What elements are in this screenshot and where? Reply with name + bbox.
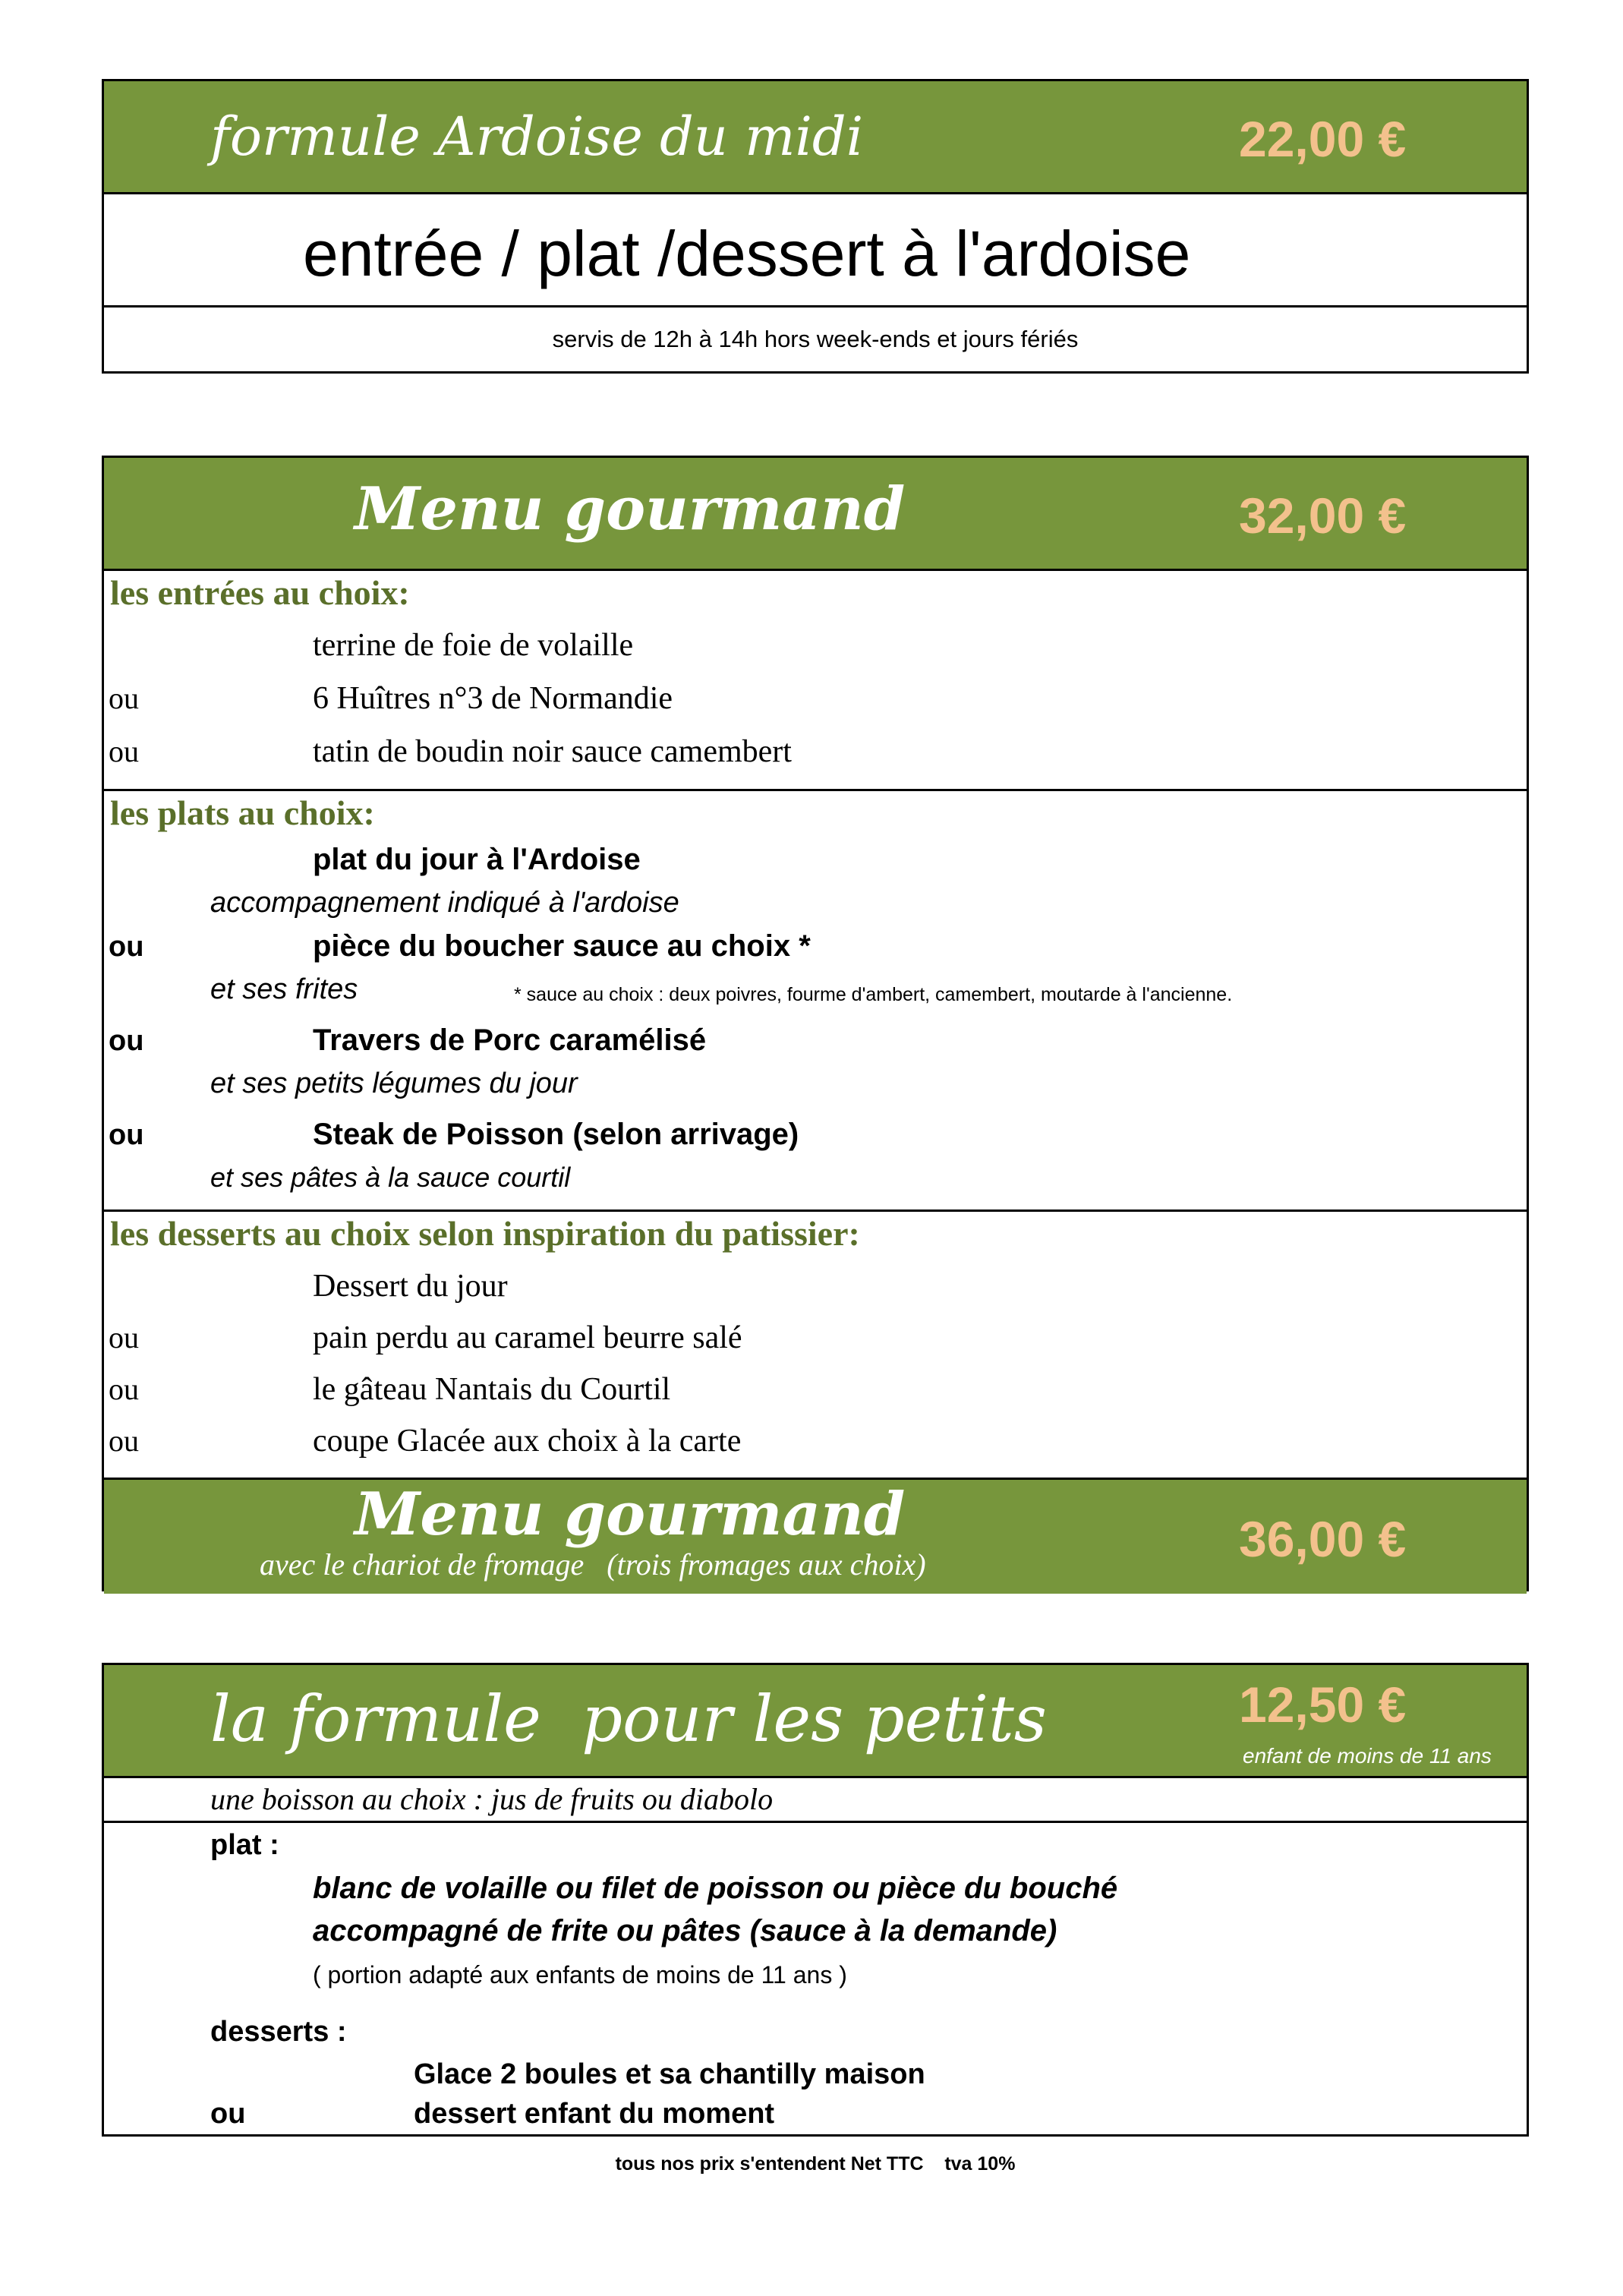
desserts-heading: les desserts au choix selon inspiration du patissier: — [110, 1214, 860, 1253]
formule-petits-title: la formule pour les petits — [210, 1682, 1047, 1756]
kids-plat-line: blanc de volaille ou filet de poisson ou pièce du bouché — [313, 1872, 1118, 1905]
desserts-label: desserts : — [210, 2016, 347, 2048]
entree-item: tatin de boudin noir sauce camembert — [313, 734, 792, 769]
plat-side: accompagnement indiqué à l'ardoise — [210, 887, 679, 919]
dessert-prefix: ou — [109, 1372, 139, 1406]
plat-item: Steak de Poisson (selon arrivage) — [313, 1118, 799, 1151]
formule-petits-price: 12,50 € — [1239, 1676, 1407, 1733]
dessert-item: pain perdu au caramel beurre salé — [313, 1320, 742, 1355]
formule-midi-header — [104, 81, 1527, 192]
desserts-section — [104, 1210, 1527, 1478]
entree-item: 6 Huîtres n°3 de Normandie — [313, 681, 673, 716]
plats-heading: les plats au choix: — [110, 793, 375, 832]
menu-fromage-band — [104, 1478, 1527, 1594]
kids-dessert-prefix: ou — [210, 2098, 246, 2130]
dessert-prefix: ou — [109, 1424, 139, 1458]
dessert-item: coupe Glacée aux choix à la carte — [313, 1424, 742, 1459]
portion-note: ( portion adapté aux enfants de moins de 11 ans ) — [313, 1961, 847, 1988]
menu-gourmand-box — [102, 456, 1529, 1591]
plat-side: et ses petits légumes du jour — [210, 1068, 578, 1099]
formule-midi-price: 22,00 € — [1239, 111, 1407, 167]
entree-prefix: ou — [109, 681, 139, 715]
sauce-note: * sauce au choix : deux poivres, fourme d'ambert, camembert, moutarde à l'ancienne. — [514, 984, 1233, 1005]
plat-label: plat : — [210, 1829, 279, 1861]
menu-fromage-subtitle: avec le chariot de fromage (trois fromages aux choix) — [260, 1547, 926, 1582]
entree-item: terrine de foie de volaille — [313, 628, 634, 663]
formule-petits-header — [104, 1665, 1527, 1776]
kids-plat-line: accompagné de frite ou pâtes (sauce à la demande) — [313, 1914, 1057, 1948]
formule-midi-note-row — [104, 305, 1527, 374]
formule-petits-content — [104, 1821, 1527, 2134]
menu-fromage-title: Menu gourmand — [355, 1480, 906, 1549]
boisson-row — [104, 1776, 1527, 1821]
menu-gourmand-price: 32,00 € — [1239, 487, 1407, 544]
menu-gourmand-header — [104, 458, 1527, 569]
formule-midi-subtitle-row — [104, 192, 1527, 305]
plat-item: Travers de Porc caramélisé — [313, 1023, 707, 1057]
plat-item: plat du jour à l'Ardoise — [313, 843, 641, 876]
entree-prefix: ou — [109, 734, 139, 768]
formule-petits-box — [102, 1663, 1529, 2137]
plat-prefix: ou — [109, 1119, 144, 1151]
dessert-item: Dessert du jour — [313, 1269, 508, 1304]
plat-item: pièce du boucher sauce au choix * — [313, 929, 811, 963]
plat-prefix: ou — [109, 931, 144, 963]
formule-midi-subtitle: entrée / plat /dessert à l'ardoise — [303, 218, 1191, 289]
kids-dessert: dessert enfant du moment — [414, 2098, 775, 2130]
dessert-prefix: ou — [109, 1320, 139, 1355]
plat-side: et ses pâtes à la sauce courtil — [210, 1162, 571, 1193]
entrees-heading: les entrées au choix: — [110, 573, 410, 612]
menu-fromage-price: 36,00 € — [1239, 1511, 1407, 1567]
dessert-item: le gâteau Nantais du Courtil — [313, 1372, 671, 1407]
plat-prefix: ou — [109, 1025, 144, 1057]
formule-midi-title: formule Ardoise du midi — [210, 106, 864, 168]
formule-midi-box — [102, 79, 1529, 374]
formule-petits-age-note: enfant de moins de 11 ans — [1243, 1744, 1492, 1768]
plat-side: et ses frites — [210, 973, 358, 1005]
formule-midi-note: servis de 12h à 14h hors week-ends et jours fériés — [552, 326, 1079, 352]
entrees-section — [104, 569, 1527, 789]
menu-gourmand-title: Menu gourmand — [355, 475, 906, 544]
boisson-text: une boisson au choix : jus de fruits ou diabolo — [210, 1782, 774, 1816]
footer-note: tous nos prix s'entendent Net TTC tva 10% — [615, 2153, 1016, 2175]
plats-section — [104, 789, 1527, 1210]
kids-dessert: Glace 2 boules et sa chantilly maison — [414, 2058, 925, 2090]
